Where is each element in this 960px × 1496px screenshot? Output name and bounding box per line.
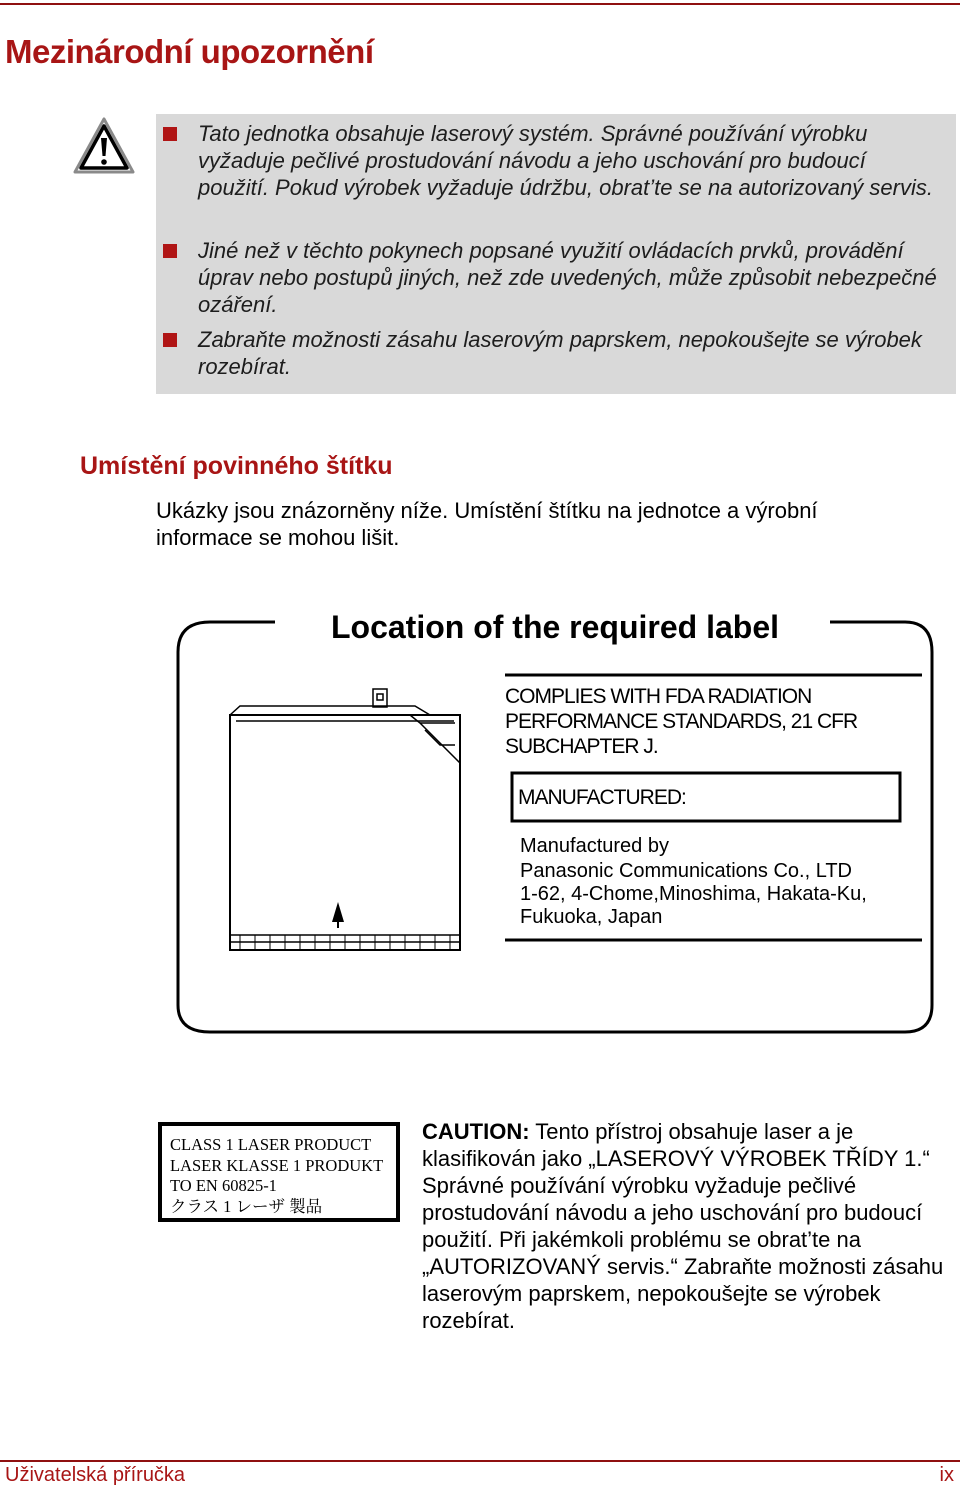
section-title: Umístění povinného štítku (80, 452, 393, 480)
bullet-icon (163, 333, 177, 347)
warning-triangle-icon (72, 116, 136, 176)
laser-warning-box (156, 114, 956, 394)
svg-text:Manufactured by Panasonic (520, 835, 872, 928)
warning-item-text: Jiné než v těchto pokynech popsané využití ovládacích prvků, provádění úprav nebo postupů jiných, než zde uvedených, může způsobit nebezpečné ozáření. (198, 238, 937, 317)
svg-text:COMPLIES WITH FDA RADIATION (505, 685, 862, 758)
manufacturer-line: Manufactured by (520, 835, 669, 857)
manufacturer-line: 1-62, 4-Chome,Minoshima, Hakata-Ku, (520, 883, 867, 905)
compliance-line: PERFORMANCE STANDARDS, 21 CFR (505, 710, 858, 733)
bullet-icon (163, 127, 177, 141)
warning-item (198, 120, 938, 201)
optical-drive-drawing (230, 689, 460, 950)
class-label-line: CLASS 1 LASER PRODUCT (170, 1135, 372, 1154)
manufacturer-line: Panasonic Communications Co., LTD (520, 860, 852, 882)
page-title: Mezinárodní upozornění (5, 33, 374, 70)
manufacturer-line: Fukuoka, Japan (520, 906, 663, 928)
warning-item-text: Zabraňte možnosti zásahu laserovým paprskem, nepokoušejte se výrobek rozebírat. (198, 327, 922, 379)
label-location-diagram (170, 600, 945, 1050)
page-number: ix (939, 1464, 954, 1486)
warning-item (198, 326, 938, 380)
top-rule (0, 3, 960, 5)
compliance-line: COMPLIES WITH FDA RADIATION (505, 685, 812, 708)
class1-laser-label (158, 1122, 400, 1222)
diagram-heading: Location of the required label (330, 609, 780, 645)
caution-label: CAUTION: (422, 1119, 530, 1144)
bullet-icon (163, 244, 177, 258)
warning-item-text: Tato jednotka obsahuje laserový systém. Správné používání výrobku vyžaduje pečlivé prostudování návodu a jeho uschování pro budoucí použití. Pokud výrobek vyžaduje údržbu, obrat’te se na autorizovaný servis. (198, 121, 933, 200)
class-label-line: LASER KLASSE 1 PRODUKT (170, 1155, 384, 1175)
class-label-line: クラス 1 レーザ 製品 (170, 1196, 323, 1216)
section-intro: Ukázky jsou znázorněny níže. Umístění štítku na jednotce a výrobní informace se mohou lišit. (156, 498, 818, 550)
caution-text (422, 1118, 952, 1334)
warning-item (198, 237, 938, 318)
manufactured-label: MANUFACTURED: (518, 786, 686, 809)
class-label-line: TO EN 60825-1 (170, 1176, 277, 1195)
footer-rule (0, 1460, 960, 1462)
footer-manual-title: Uživatelská příručka (5, 1464, 186, 1486)
caution-body: Tento přístroj obsahuje laser a je klasifikován jako „LASEROVÝ VÝROBEK TŘÍDY 1.“ Správné používání výrobku vyžaduje pečlivé prostudování návodu a jeho uschování pro budoucí použití. Při jakémkoli problému se obrat’te na „AUTORIZOVANÝ servis.“ Zabraňte možnosti zásahu laserovým paprskem, nepokoušejte se výrobek rozebírat. (422, 1119, 944, 1333)
compliance-line: SUBCHAPTER J. (505, 735, 658, 758)
